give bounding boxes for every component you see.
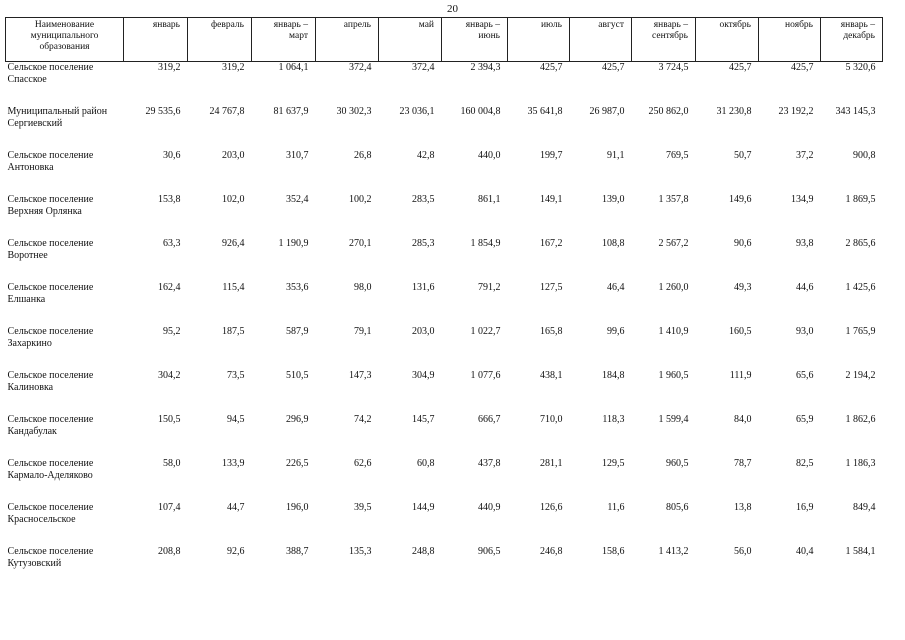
table-cell: 39,5 <box>354 502 372 513</box>
column-header: февраль <box>188 18 252 62</box>
table-cell: 145,7 <box>412 414 435 425</box>
table-cell: 118,3 <box>602 414 625 425</box>
table-cell: 65,6 <box>796 370 814 381</box>
table-row <box>6 106 883 150</box>
table-cell: 74,2 <box>354 414 372 425</box>
table-cell: 187,5 <box>222 326 245 337</box>
column-header: январь – декабрь <box>821 18 883 62</box>
table-cell: 127,5 <box>540 282 563 293</box>
table-cell: 65,9 <box>796 414 814 425</box>
table-cell: 1 357,8 <box>658 194 689 205</box>
table-cell: 35 641,8 <box>527 106 563 117</box>
table-cell: 126,6 <box>540 502 563 513</box>
table-cell: 150,5 <box>158 414 181 425</box>
table-cell: 98,0 <box>354 282 372 293</box>
table-cell: 285,3 <box>412 238 435 249</box>
table-cell: 196,0 <box>286 502 309 513</box>
table-cell: 162,4 <box>158 282 181 293</box>
table-cell: 3 724,5 <box>658 62 689 73</box>
table-cell: 1 854,9 <box>470 238 501 249</box>
table-cell: 437,8 <box>478 458 501 469</box>
table-cell: 23 192,2 <box>778 106 814 117</box>
column-header: январь – июнь <box>442 18 508 62</box>
header-row <box>6 18 883 62</box>
data-table <box>5 17 883 590</box>
table-cell: 352,4 <box>286 194 309 205</box>
row-name: Сельское поселение Елшанка <box>7 282 94 305</box>
table-cell: 510,5 <box>286 370 309 381</box>
table-cell: 1 584,1 <box>845 546 876 557</box>
table-cell: 44,6 <box>796 282 814 293</box>
table-cell: 31 230,8 <box>716 106 752 117</box>
table-cell: 111,9 <box>729 370 752 381</box>
table-cell: 135,3 <box>349 546 372 557</box>
table-cell: 49,3 <box>734 282 752 293</box>
table-cell: 11,6 <box>607 502 625 513</box>
table-cell: 40,4 <box>796 546 814 557</box>
table-cell: 208,8 <box>158 546 181 557</box>
table-cell: 78,7 <box>734 458 752 469</box>
table-cell: 900,8 <box>853 150 876 161</box>
table-cell: 861,1 <box>478 194 501 205</box>
table-cell: 296,9 <box>286 414 309 425</box>
table-cell: 26,8 <box>354 150 372 161</box>
table-cell: 42,8 <box>417 150 435 161</box>
table-cell: 319,2 <box>222 62 245 73</box>
row-name: Сельское поселение Захаркино <box>7 326 94 349</box>
table-cell: 1 599,4 <box>658 414 689 425</box>
table-cell: 5 320,6 <box>845 62 876 73</box>
column-header: октябрь <box>696 18 759 62</box>
table-cell: 246,8 <box>540 546 563 557</box>
table-cell: 372,4 <box>412 62 435 73</box>
table-cell: 226,5 <box>286 458 309 469</box>
table-cell: 304,2 <box>158 370 181 381</box>
table-cell: 1 410,9 <box>658 326 689 337</box>
table-cell: 158,6 <box>602 546 625 557</box>
table-cell: 2 194,2 <box>845 370 876 381</box>
table-cell: 250 862,0 <box>648 106 689 117</box>
table-cell: 666,7 <box>478 414 501 425</box>
table-cell: 94,5 <box>227 414 245 425</box>
column-header-name: Наименование муниципального образования <box>6 18 124 62</box>
table-cell: 30 302,3 <box>336 106 372 117</box>
table-cell: 769,5 <box>666 150 689 161</box>
table-cell: 203,0 <box>412 326 435 337</box>
table-row <box>6 370 883 414</box>
table-cell: 1 077,6 <box>470 370 501 381</box>
table-cell: 1 869,5 <box>845 194 876 205</box>
row-name: Сельское поселение Спасское <box>7 62 94 85</box>
table-cell: 281,1 <box>540 458 563 469</box>
table-cell: 425,7 <box>540 62 563 73</box>
row-name: Сельское поселение Антоновка <box>7 150 94 173</box>
table-row <box>6 326 883 370</box>
column-header: май <box>379 18 442 62</box>
table-cell: 144,9 <box>412 502 435 513</box>
table-cell: 30,6 <box>163 150 181 161</box>
table-cell: 95,2 <box>163 326 181 337</box>
table-cell: 149,1 <box>540 194 563 205</box>
table-cell: 93,0 <box>796 326 814 337</box>
table-cell: 425,7 <box>729 62 752 73</box>
table-cell: 438,1 <box>540 370 563 381</box>
table-cell: 160,5 <box>729 326 752 337</box>
table-cell: 93,8 <box>796 238 814 249</box>
table-cell: 131,6 <box>412 282 435 293</box>
table-cell: 115,4 <box>222 282 245 293</box>
table-cell: 425,7 <box>791 62 814 73</box>
page-number: 20 <box>447 3 458 15</box>
table-cell: 304,9 <box>412 370 435 381</box>
table-cell: 79,1 <box>354 326 372 337</box>
table-cell: 84,0 <box>734 414 752 425</box>
row-name: Сельское поселение Кутузовский <box>7 546 94 569</box>
table-cell: 1 190,9 <box>278 238 309 249</box>
table-cell: 319,2 <box>158 62 181 73</box>
table-row <box>6 458 883 502</box>
table-cell: 46,4 <box>607 282 625 293</box>
table-cell: 1 186,3 <box>845 458 876 469</box>
table-cell: 160 004,8 <box>460 106 501 117</box>
table-cell: 100,2 <box>349 194 372 205</box>
row-name: Сельское поселение Кармало-Аделяково <box>7 458 94 481</box>
table-cell: 92,6 <box>227 546 245 557</box>
table-cell: 90,6 <box>734 238 752 249</box>
table-row <box>6 238 883 282</box>
table-cell: 1 022,7 <box>470 326 501 337</box>
table-cell: 203,0 <box>222 150 245 161</box>
table-cell: 107,4 <box>158 502 181 513</box>
table-cell: 82,5 <box>796 458 814 469</box>
row-name: Муниципальный район Сергиевский <box>7 106 108 129</box>
table-cell: 108,8 <box>602 238 625 249</box>
table-cell: 102,0 <box>222 194 245 205</box>
table-cell: 63,3 <box>163 238 181 249</box>
table-cell: 283,5 <box>412 194 435 205</box>
table-cell: 343 145,3 <box>835 106 876 117</box>
table-cell: 199,7 <box>540 150 563 161</box>
column-header: апрель <box>316 18 379 62</box>
column-header: январь – март <box>252 18 316 62</box>
table-cell: 24 767,8 <box>209 106 245 117</box>
table-cell: 134,9 <box>791 194 814 205</box>
table-cell: 184,8 <box>602 370 625 381</box>
table-cell: 26 987,0 <box>589 106 625 117</box>
table-cell: 139,0 <box>602 194 625 205</box>
table-cell: 73,5 <box>227 370 245 381</box>
column-header: январь <box>124 18 188 62</box>
table-cell: 440,9 <box>478 502 501 513</box>
table-cell: 440,0 <box>478 150 501 161</box>
table-cell: 91,1 <box>607 150 625 161</box>
table-row <box>6 546 883 590</box>
table-row <box>6 502 883 546</box>
table-cell: 1 260,0 <box>658 282 689 293</box>
table-cell: 310,7 <box>286 150 309 161</box>
table-cell: 1 413,2 <box>658 546 689 557</box>
table-cell: 960,5 <box>666 458 689 469</box>
table-cell: 1 862,6 <box>845 414 876 425</box>
row-name: Сельское поселение Верхняя Орлянка <box>7 194 94 217</box>
table-cell: 29 535,6 <box>145 106 181 117</box>
table-cell: 60,8 <box>417 458 435 469</box>
table-cell: 849,4 <box>853 502 876 513</box>
row-name: Сельское поселение Калиновка <box>7 370 94 393</box>
table-row <box>6 194 883 238</box>
column-header: январь – сентябрь <box>632 18 696 62</box>
table-row <box>6 62 883 107</box>
table-cell: 353,6 <box>286 282 309 293</box>
table-cell: 37,2 <box>796 150 814 161</box>
table-cell: 710,0 <box>540 414 563 425</box>
table-cell: 23 036,1 <box>399 106 435 117</box>
table-cell: 1 960,5 <box>658 370 689 381</box>
table-cell: 2 394,3 <box>470 62 501 73</box>
table-cell: 149,6 <box>729 194 752 205</box>
table-cell: 56,0 <box>734 546 752 557</box>
row-name: Сельское поселение Красносельское <box>7 502 94 525</box>
table-row <box>6 150 883 194</box>
table-cell: 16,9 <box>796 502 814 513</box>
table-cell: 165,8 <box>540 326 563 337</box>
table-body <box>6 62 883 591</box>
table-cell: 388,7 <box>286 546 309 557</box>
column-header: август <box>570 18 632 62</box>
table-cell: 425,7 <box>602 62 625 73</box>
table-cell: 62,6 <box>354 458 372 469</box>
table-cell: 133,9 <box>222 458 245 469</box>
table-cell: 50,7 <box>734 150 752 161</box>
table-cell: 58,0 <box>163 458 181 469</box>
table-cell: 1 064,1 <box>278 62 309 73</box>
table-cell: 2 865,6 <box>845 238 876 249</box>
table-cell: 791,2 <box>478 282 501 293</box>
table-cell: 1 765,9 <box>845 326 876 337</box>
table-cell: 248,8 <box>412 546 435 557</box>
table-cell: 906,5 <box>478 546 501 557</box>
table-cell: 372,4 <box>349 62 372 73</box>
table-cell: 167,2 <box>540 238 563 249</box>
row-name: Сельское поселение Кандабулак <box>7 414 94 437</box>
column-header: июль <box>508 18 570 62</box>
table-cell: 153,8 <box>158 194 181 205</box>
table-cell: 805,6 <box>666 502 689 513</box>
table-cell: 13,8 <box>734 502 752 513</box>
column-header: ноябрь <box>759 18 821 62</box>
table-cell: 1 425,6 <box>845 282 876 293</box>
table-cell: 587,9 <box>286 326 309 337</box>
table-cell: 2 567,2 <box>658 238 689 249</box>
table-cell: 270,1 <box>349 238 372 249</box>
table-cell: 99,6 <box>607 326 625 337</box>
table-cell: 926,4 <box>222 238 245 249</box>
table-cell: 44,7 <box>227 502 245 513</box>
table-cell: 147,3 <box>349 370 372 381</box>
table-row <box>6 282 883 326</box>
table-cell: 81 637,9 <box>273 106 309 117</box>
table-cell: 129,5 <box>602 458 625 469</box>
table-row <box>6 414 883 458</box>
row-name: Сельское поселение Воротнее <box>7 238 94 261</box>
